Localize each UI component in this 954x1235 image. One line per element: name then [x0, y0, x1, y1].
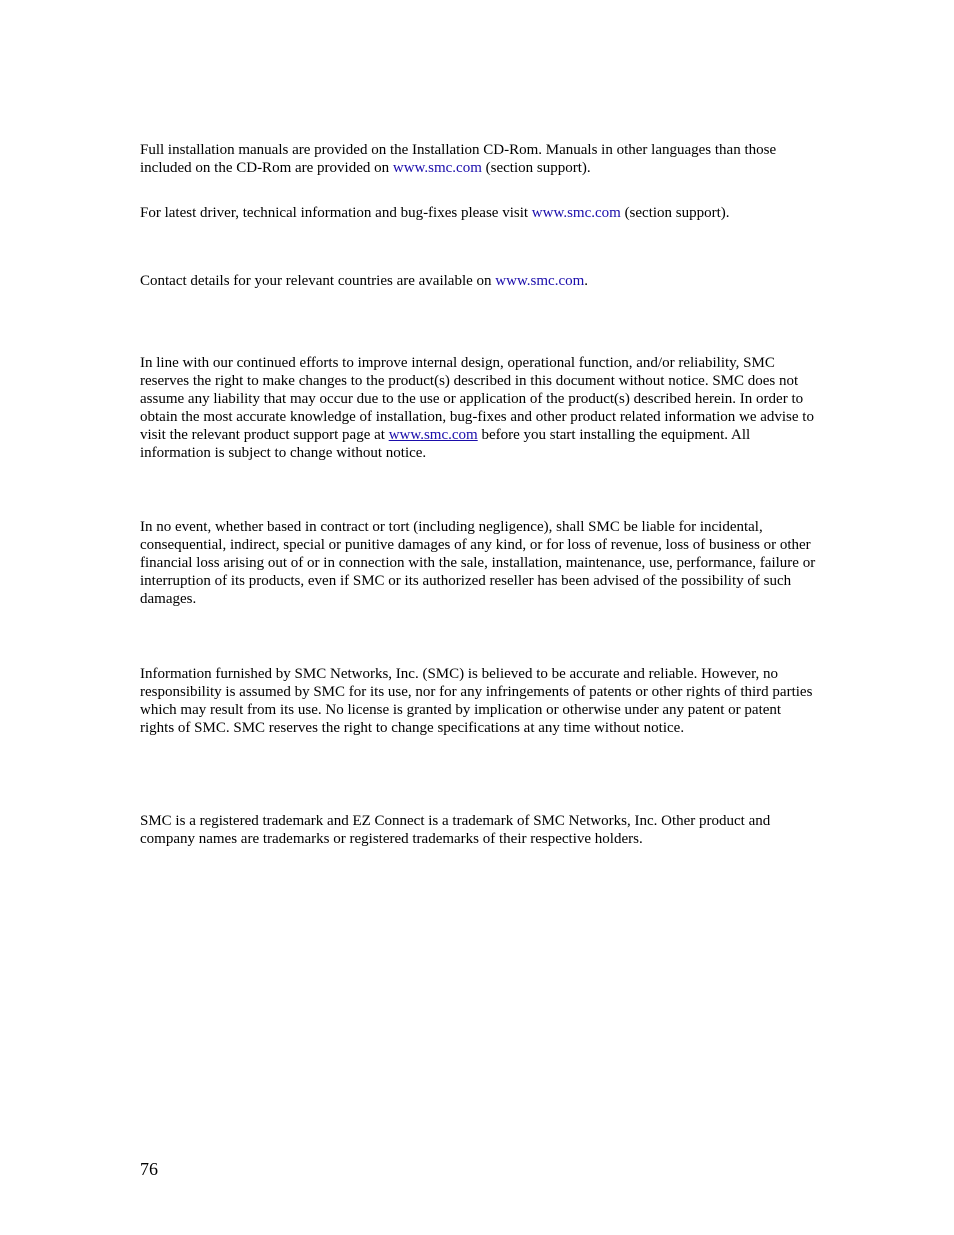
- drivers-smc-link[interactable]: www.smc.com: [531, 205, 621, 221]
- drivers-paragraph: [140, 204, 816, 222]
- manuals-paragraph: [140, 141, 816, 177]
- changes-text-after: before you start installing the equipment. All information is subject to change without notice.: [140, 427, 751, 461]
- contact-text-after: .: [584, 273, 589, 289]
- trademarks-paragraph: SMC is a registered trademark and EZ Connect is a trademark of SMC Networks, Inc. Other product and company names are trademarks or registered trademarks of their respective holders.: [140, 813, 771, 847]
- support-page-link[interactable]: www.smc.com: [388, 427, 478, 443]
- manuals-text-before: Full installation manuals are provided on the Installation CD-Rom. Manuals in other languages than those included on the CD-Rom are provided on: [140, 142, 777, 176]
- drivers-text-before: For latest driver, technical information and bug-fixes please visit: [140, 205, 532, 221]
- product-changes-paragraph: [140, 354, 816, 462]
- manuals-text-after: (section support).: [481, 160, 591, 176]
- contact-text-before: Contact details for your relevant countries are available on: [140, 273, 496, 289]
- page-number: 76: [140, 1159, 158, 1179]
- contact-smc-link[interactable]: www.smc.com: [495, 273, 585, 289]
- contact-paragraph: [140, 272, 816, 290]
- changes-text-before: In line with our continued efforts to improve internal design, operational function, and/or reliability, SMC reserves the right to make changes to the product(s) described in this document without notice. SMC does not assume any liability that may occur due to the use or application of the product(s) described herein. In order to obtain the most accurate knowledge of installation, bug-fixes and other product related information we advise to visit the relevant product support page at: [140, 355, 814, 443]
- information-paragraph: Information furnished by SMC Networks, Inc. (SMC) is believed to be accurate and reliable. However, no responsibility is assumed by SMC for its use, nor for any infringements of patents or other rights of third parties which may result from its use. No license is granted by implication or otherwise under any patent or patent rights of SMC. SMC reserves the right to change specifications at any time without notice.: [140, 666, 813, 736]
- liability-paragraph: In no event, whether based in contract or tort (including negligence), shall SMC be liable for incidental, consequential, indirect, special or punitive damages of any kind, or for loss of revenue, loss of business or other financial loss arising out of or in connection with the sale, installation, maintenance, use, performance, failure or interruption of its products, even if SMC or its authorized reseller has been advised of the possibility of such damages.: [140, 519, 816, 607]
- drivers-text-after: (section support).: [620, 205, 730, 221]
- manuals-smc-link[interactable]: www.smc.com: [392, 160, 482, 176]
